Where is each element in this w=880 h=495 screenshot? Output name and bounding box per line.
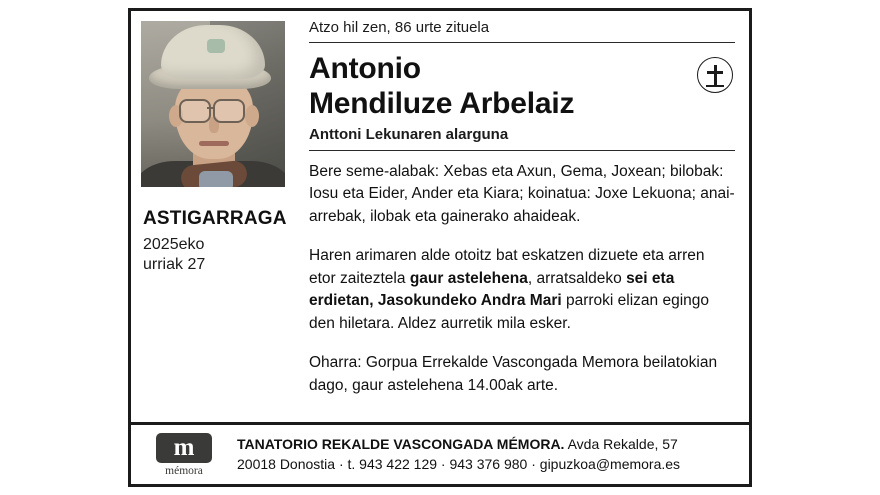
- name-row: [309, 43, 735, 122]
- memora-logo-mark-icon: [156, 433, 212, 463]
- relation-line: Anttoni Lekunaren alarguna: [309, 125, 509, 143]
- date-text: urriak 27: [143, 255, 206, 273]
- deceased-name: [309, 51, 574, 122]
- funeral-day-highlight: gaur astelehena: [409, 269, 528, 287]
- funeral-text-pre: Haren arimaren alde otoitz bat eskatzen dizuete eta arren etor zaiteztela: [309, 247, 705, 287]
- portrait-cap-logo: [207, 39, 225, 53]
- memora-logo: [141, 433, 227, 477]
- family-paragraph: Bere seme-alabak: Xebas eta Axun, Gema, Joxean; bilobak: Iosu eta Eider, Ander eta Kiara; koinatua: Joxe Lekuona; anai-arrebak, ilobak eta gainerako ahaideak.: [309, 162, 735, 225]
- portrait-glasses-left: [179, 99, 211, 123]
- cross-base: [706, 85, 724, 87]
- funeral-home-address: Avda Rekalde, 57: [564, 435, 678, 452]
- death-announcement-line: Atzo hil zen, 86 urte zituela: [309, 19, 490, 36]
- note-paragraph: Oharra: Gorpua Errekalde Vascongada Memora beilatokian dago, gaur astelehena 14.00ak arte.: [309, 354, 718, 394]
- christian-cross-icon: [697, 57, 733, 93]
- footer-contact-details: [227, 435, 739, 474]
- funeral-paragraph: [309, 245, 735, 335]
- deceased-first-name: Antonio: [309, 52, 421, 85]
- deceased-portrait-photo: [141, 21, 285, 187]
- town-name: ASTIGARRAGA: [143, 208, 287, 229]
- left-column: [141, 19, 293, 422]
- portrait-glasses-bridge: [207, 107, 215, 109]
- notice-paragraphs: [309, 151, 735, 397]
- right-column: [293, 19, 739, 422]
- deceased-surnames: Mendiluze Arbelaiz: [309, 87, 575, 121]
- portrait-glasses-right: [213, 99, 245, 123]
- notice-footer: [131, 422, 749, 484]
- obituary-notice-card: [128, 8, 752, 487]
- funeral-home-name: TANATORIO REKALDE VASCONGADA MÉMORA.: [237, 435, 565, 452]
- funeral-home-contact-line: 20018 Donostia · t. 943 422 129 · 943 376 980 · gipuzkoa@memora.es: [237, 455, 681, 472]
- year-text: 2025eko: [143, 235, 205, 253]
- portrait-ear-right: [245, 105, 259, 127]
- place-and-date-block: [141, 209, 293, 275]
- memora-logo-text: mémora: [165, 464, 203, 477]
- portrait-shirt: [199, 171, 233, 187]
- funeral-text-mid: , arratsaldeko: [527, 269, 627, 287]
- notice-body: [131, 11, 749, 422]
- funeral-time-place-highlight: sei eta erdietan, Jasokundeko Andra Mari: [309, 269, 675, 310]
- portrait-mouth: [199, 141, 229, 146]
- funeral-text-post: parroki elizan egingo den hiletara. Aldez aurretik mila esker.: [309, 292, 710, 332]
